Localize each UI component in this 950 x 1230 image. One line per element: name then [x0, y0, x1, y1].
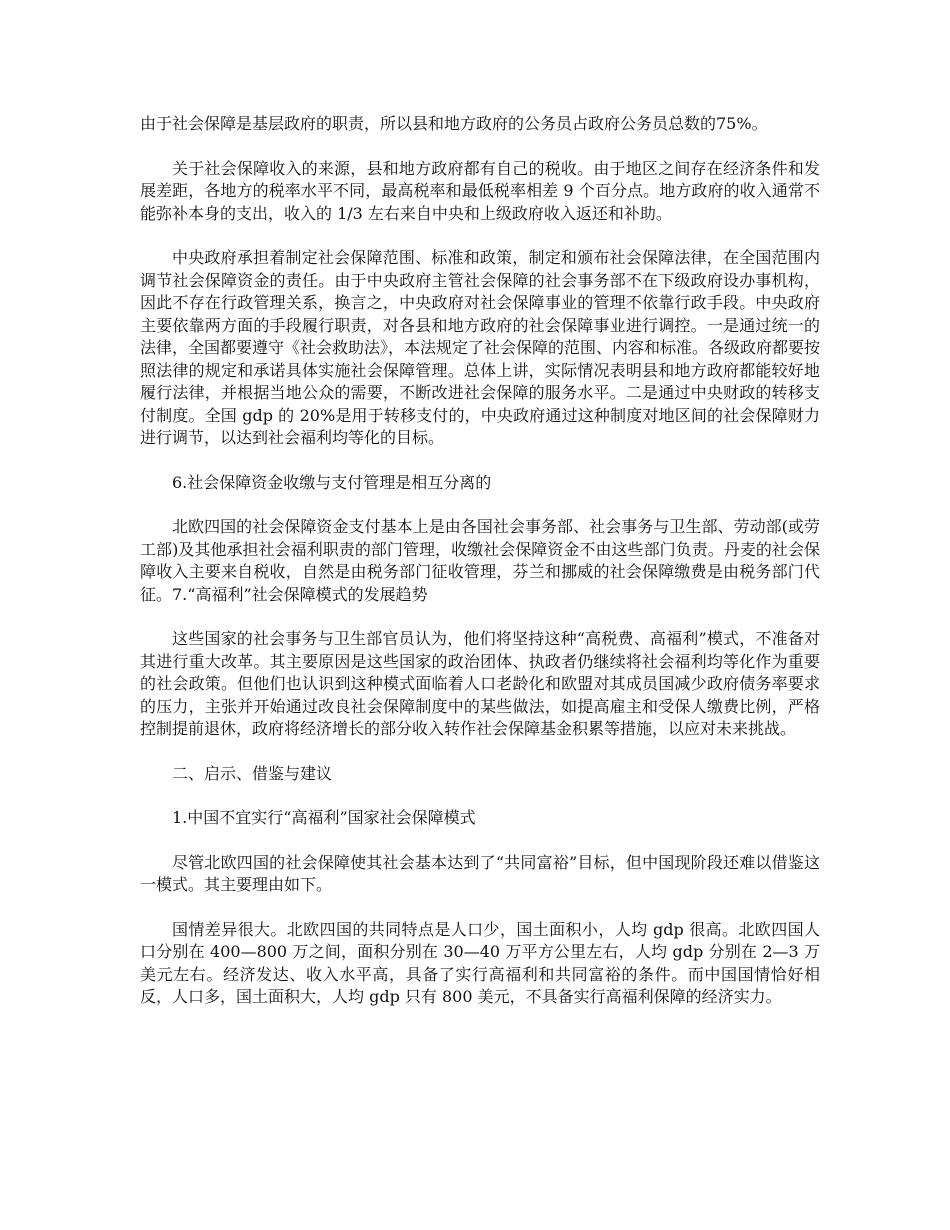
- paragraph-common-prosperity: 尽管北欧四国的社会保障使其社会基本达到了“共同富裕”目标，但中国现阶段还难以借鉴这一模式。其主要理由如下。: [140, 852, 820, 894]
- section-heading-6: 6.社会保障资金收缴与支付管理是相互分离的: [172, 472, 492, 492]
- section-heading-1: 1.中国不宜实行“高福利”国家社会保障模式: [172, 808, 476, 827]
- document-page: [140, 113, 820, 1031]
- section-heading-enlightenment: 二、启示、借鉴与建议: [172, 763, 333, 783]
- paragraph-welfare-trend: 这些国家的社会事务与卫生部官员认为，他们将坚持这种“高税费、高福利”模式，不准备对其进行重大改革。其主要原因是这些国家的政治团体、执政者仍继续将社会福利均等化作为重要的社会政策。但他们也认识到这种模式面临着人口老龄化和欧盟对其成员国减少政府债务率要求的压力，主张并开始通过改良社会保障制度中的某些做法，如提高雇主和受保人缴费比例，严格控制提前退休，政府将经济增长的部分收入转作社会保障基金积累等措施，以应对未来挑战。: [140, 629, 820, 738]
- paragraph-central-government: 中央政府承担着制定社会保障范围、标准和政策，制定和颁布社会保障法律，在全国范围内调节社会保障资金的责任。由于中央政府主管社会保障的社会事务部不在下级政府设办事机构，因此不存在行政管理关系，换言之，中央政府对社会保障事业的管理不依靠行政手段。中央政府主要依靠两方面的手段履行职责，对各县和地方政府的社会保障事业进行调控。一是通过统一的法律，全国都要遵守《社会救助法》，本法规定了社会保障的范围、内容和标准。各级政府都要按照法律的规定和承诺具体实施社会保障管理。总体上讲，实际情况表明县和地方政府都能较好地履行法律，并根据当地公众的需要，不断改进社会保障的服务水平。二是通过中央财政的转移支付制度。全国 gdp 的 20%是用于转移支付的，中央政府通过这种制度对地区间的社会保障财力进行调节，以达到社会福利均等化的目标。: [140, 248, 821, 447]
- paragraph-national-conditions: 国情差异很大。北欧四国的共同特点是人口少，国土面积小，人均 gdp 很高。北欧四国人口分别在 400—800 万之间，面积分别在 30—40 万平方公里左右，人均 gdp 分别在 2—3 万美元左右。经济发达、收入水平高，具备了实行高福利和共同富裕的条件。而中国国情恰好相反，人口多，国土面积大，人均 gdp 只有 800 美元，不具备实行高福利保障的经济实力。: [140, 919, 820, 1006]
- paragraph-fund-management: 北欧四国的社会保障资金支付基本上是由各国社会事务部、社会事务与卫生部、劳动部(或劳工部)及其他承担社会福利职责的部门管理，收缴社会保障资金不由这些部门负责。丹麦的社会保障收入主要来自税收，自然是由税务部门征收管理，芬兰和挪威的社会保障缴费是由税务部门代征。7.“高福利”社会保障模式的发展趋势: [140, 517, 820, 604]
- paragraph-civil-servants: 由于社会保障是基层政府的职责，所以县和地方政府的公务员占政府公务员总数的75%。: [140, 114, 768, 133]
- paragraph-revenue-sources: 关于社会保障收入的来源，县和地方政府都有自己的税收。由于地区之间存在经济条件和发展差距，各地方的税率水平不同，最高税率和最低税率相差 9 个百分点。地方政府的收入通常不能弥补本身的支出，收入的 1/3 左右来自中央和上级政府收入返还和补助。: [140, 158, 820, 223]
